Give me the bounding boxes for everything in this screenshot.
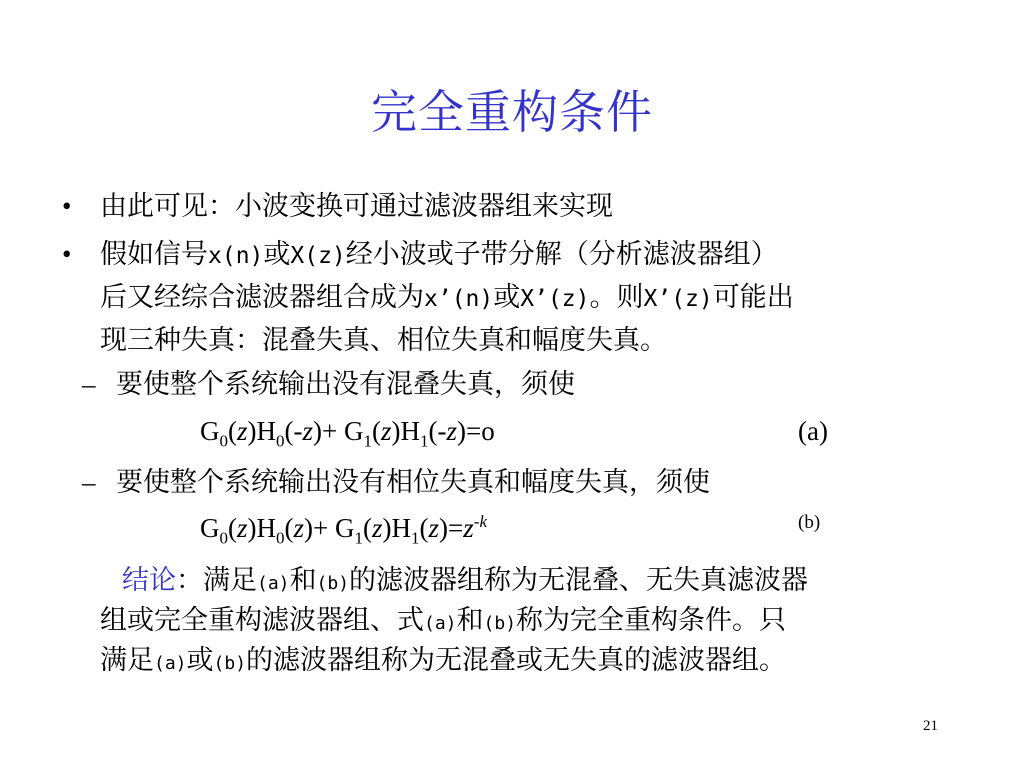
- slide-title: 完全重构条件: [371, 85, 653, 139]
- text-span: 满足: [100, 645, 154, 676]
- bullet-line-3: 现三种失真：混叠失真、相位失真和幅度失真。: [100, 325, 667, 356]
- signal-X-prime-z: X’(z): [643, 286, 713, 312]
- subpoint-2: [82, 462, 710, 503]
- text-span: 后又经综合滤波器组合成为: [100, 282, 424, 313]
- text-span: 组或完全重构滤波器组、式: [100, 605, 424, 636]
- bullet-marker: •: [62, 191, 72, 221]
- text-span: 的滤波器组称为无混叠、无失真滤波器: [349, 565, 809, 596]
- conclusion-paragraph: [100, 562, 990, 682]
- bullet-text: [100, 234, 970, 362]
- text-span: 和: [289, 565, 317, 596]
- ref-b: (b): [483, 613, 517, 634]
- subpoint-1: [82, 364, 575, 405]
- text-span: 。则: [589, 282, 644, 313]
- signal-X-z: X(z): [290, 243, 346, 269]
- equation-b: $G_0(z)H_0(z)+ G_1(z)H_1(z)=z^{-k}$: [200, 512, 487, 548]
- ref-b: (b): [316, 573, 350, 594]
- ref-a: (a): [424, 613, 457, 634]
- equation-b-label: (b): [798, 512, 821, 533]
- conclusion-line-3: [100, 642, 990, 682]
- ref-a: (a): [154, 653, 187, 674]
- signal-x-n: x(n): [208, 243, 264, 269]
- conclusion-keyword: 结论: [122, 565, 176, 596]
- bullet-line-2: [100, 277, 970, 320]
- equation-a: $G_0(z)H_0(-z)+ G_1(z)H_1(-z)=o$: [200, 416, 495, 451]
- equation-a-label: (a): [798, 416, 828, 446]
- conclusion-line-2: [100, 602, 990, 642]
- text-span: 称为完全重构条件。只: [516, 605, 787, 636]
- text-span: ：: [176, 565, 203, 596]
- text-span: 或: [493, 282, 521, 313]
- conclusion-line-1: [100, 562, 990, 602]
- dash-marker: –: [82, 467, 96, 497]
- page-number: 21: [923, 718, 938, 734]
- bullet-item-1: [62, 186, 962, 227]
- text-span: 假如信号: [100, 239, 208, 270]
- bullet-text: 由此可见：小波变换可通过滤波器组来实现: [100, 191, 613, 222]
- dash-marker: –: [82, 369, 96, 399]
- subpoint-text: 要使整个系统输出没有相位失真和幅度失真，须使: [116, 467, 710, 498]
- ref-b: (b): [213, 653, 247, 674]
- text-span: 或: [186, 645, 214, 676]
- bullet-marker: •: [62, 239, 72, 269]
- text-span: 或: [263, 239, 291, 270]
- text-span: 和: [456, 605, 484, 636]
- text-span: 的滤波器组称为无混叠或无失真的滤波器组。: [246, 645, 787, 676]
- text-span: 满足: [203, 565, 257, 596]
- signal-X-prime-z: X’(z): [520, 286, 590, 312]
- text-span: 可能出: [712, 282, 794, 313]
- bullet-item-2: [62, 234, 982, 359]
- bullet-line-1: [100, 234, 970, 277]
- ref-a: (a): [257, 573, 290, 594]
- signal-x-prime-n: x’(n): [424, 286, 494, 312]
- subpoint-text: 要使整个系统输出没有混叠失真，须使: [116, 369, 575, 400]
- text-span: 经小波或子带分解（分析滤波器组）: [345, 239, 778, 270]
